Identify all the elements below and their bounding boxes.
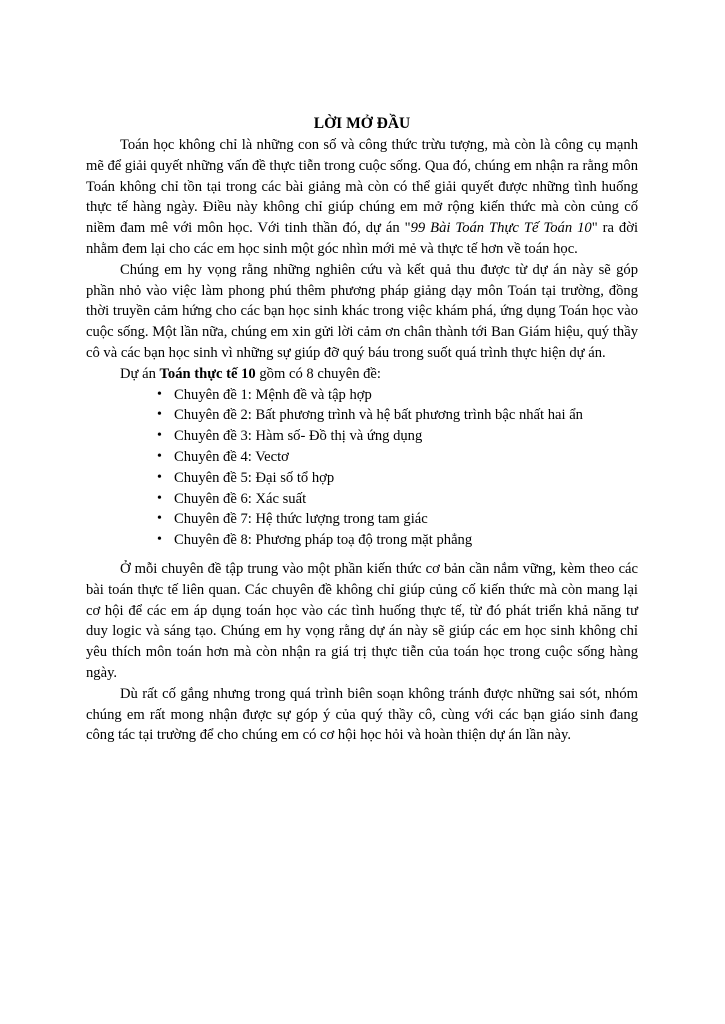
list-item: • Chuyên đề 5: Đại số tổ hợp	[174, 468, 638, 489]
paragraph-closing: Dù rất cố gắng nhưng trong quá trình biên soạn không tránh được những sai sót, nhóm chúng em rất mong nhận được sự góp ý của quý thầy cô, cùng với các bạn giáo sinh đang công tác tại trường để cho chúng em có cơ hội học hỏi và hoàn thiện dự án lần này.	[86, 685, 638, 744]
topic-list-wrapper	[86, 385, 638, 551]
document-body	[86, 113, 638, 746]
page-title: LỜI MỞ ĐẦU	[313, 115, 411, 132]
project-name-bold: Toán thực tế 10	[159, 365, 256, 382]
list-item: • Chuyên đề 7: Hệ thức lượng trong tam giác	[174, 509, 638, 530]
paragraph-intro-text-end: " ra đời nhằm đem lại cho các em học sinh một góc nhìn mới mẻ và thực tế hơn về toán học.	[86, 220, 638, 257]
paragraph-project	[86, 364, 638, 385]
list-item: • Chuyên đề 2: Bất phương trình và hệ bất phương trình bậc nhất hai ẩn	[174, 405, 638, 426]
topic-list	[86, 385, 638, 551]
project-title-italic: 99 Bài Toán Thực Tế Toán 10	[410, 220, 592, 237]
paragraph-intro	[86, 135, 638, 260]
list-item: • Chuyên đề 3: Hàm số- Đồ thị và ứng dụng	[174, 426, 638, 447]
paragraph-project-text: Dự án	[120, 365, 160, 382]
list-item: • Chuyên đề 1: Mệnh đề và tập hợp	[174, 385, 638, 406]
paragraph-hope: Chúng em hy vọng rằng những nghiên cứu và kết quả thu được từ dự án này sẽ góp phần nhỏ vào việc làm phong phú thêm phương pháp giảng dạy môn Toán tại trường, đồng thời truyền cảm hứng cho các bạn học sinh khác trong việc khám phá, ứng dụng Toán học vào cuộc sống. Một lần nữa, chúng em xin gửi lời cảm ơn chân thành tới Ban Giám hiệu, quý thầy cô và các bạn học sinh vì những sự giúp đỡ quý báu trong suốt quá trình thực hiện dự án.	[86, 261, 638, 361]
list-item: • Chuyên đề 4: Vectơ	[174, 447, 638, 468]
paragraph-intro-text: Toán học không chỉ là những con số và công thức trừu tượng, mà còn là công cụ mạnh mẽ để giải quyết những vấn đề thực tiễn trong cuộc sống. Qua đó, chúng em nhận ra rằng môn Toán không chỉ tồn tại trong các bài giảng mà còn có thể giải quyết được những tình huống thực tế hàng ngày. Điều này không chỉ giúp chúng em mở rộng kiến thức mà còn củng cố niềm đam mê với môn học. Với tinh thần đó, dự án "	[86, 137, 638, 237]
paragraph-project-text-end: gồm có 8 chuyên đề:	[255, 365, 381, 382]
list-item: • Chuyên đề 8: Phương pháp toạ độ trong mặt phẳng	[174, 530, 638, 551]
list-item: • Chuyên đề 6: Xác suất	[174, 489, 638, 510]
paragraph-topics-detail: Ở mỗi chuyên đề tập trung vào một phần kiến thức cơ bản cần nắm vững, kèm theo các bài toán thực tế liên quan. Các chuyên đề không chỉ giúp củng cố kiến thức mà còn mang lại cơ hội để các em áp dụng toán học vào các tình huống thực tế, từ đó phát triển khả năng tư duy logic và sáng tạo. Chúng em hy vọng rằng dự án này sẽ giúp các em học sinh không chỉ yêu thích môn toán hơn mà còn nhận ra giá trị thực tiễn của toán học trong cuộc sống hàng ngày.	[86, 560, 638, 681]
